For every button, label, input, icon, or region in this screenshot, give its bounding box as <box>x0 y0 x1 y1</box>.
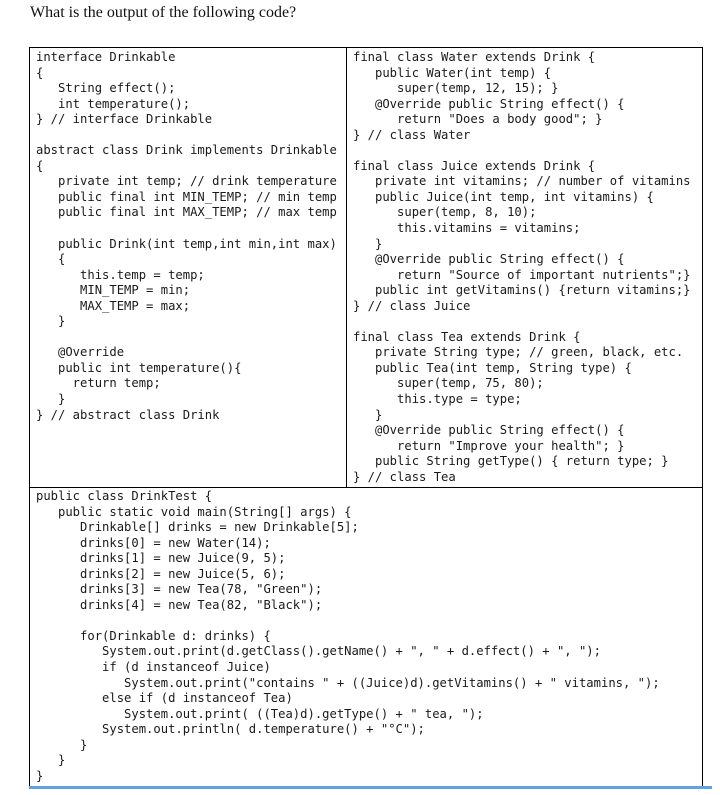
code-line: } <box>36 737 88 752</box>
code-line: interface Drinkable <box>36 50 176 64</box>
code-line: @Override public String effect() { <box>353 96 625 111</box>
code-line: public int temperature(){ <box>36 360 242 375</box>
code-line <box>36 128 337 144</box>
code-line: this.type = type; <box>353 392 522 407</box>
code-line: return temp; <box>36 376 161 391</box>
code-line: MIN_TEMP = min; <box>36 283 191 298</box>
code-line: MAX_TEMP = max; <box>36 298 191 313</box>
code-line: } // class Juice <box>353 298 471 313</box>
code-line: } <box>36 392 66 407</box>
code-line <box>36 221 337 237</box>
code-line: return "Improve your health"; } <box>353 438 625 453</box>
code-line: public static void main(String[] args) { <box>36 504 352 519</box>
code-line: { <box>36 252 66 267</box>
code-line: final class Tea extends Drink { <box>353 329 581 344</box>
code-line: else if (d instanceof Tea) <box>36 691 293 706</box>
code-line: private int vitamins; // number of vitamins <box>353 174 691 189</box>
code-line: abstract class Drink implements Drinkable <box>36 143 337 158</box>
code-line: drinks[4] = new Tea(82, "Black"); <box>36 597 323 612</box>
code-line: for(Drinkable d: drinks) { <box>36 628 271 643</box>
code-line: { <box>36 158 44 173</box>
code-line: super(temp, 12, 15); } <box>353 81 559 96</box>
code-line: System.out.println( d.temperature() + "°C"); <box>36 722 425 737</box>
code-line: super(temp, 75, 80); <box>353 376 544 391</box>
code-line: public int getVitamins() {return vitamins;} <box>353 283 691 298</box>
code-block-drink-test <box>36 489 660 784</box>
question-prompt: What is the output of the following code? <box>30 4 297 21</box>
code-line: private int temp; // drink temperature <box>36 174 337 189</box>
code-line: public Tea(int temp, String type) { <box>353 360 632 375</box>
code-line: final class Juice extends Drink { <box>353 158 596 173</box>
code-line: } // interface Drinkable <box>36 112 213 127</box>
code-line: } // class Tea <box>353 469 456 484</box>
code-line: super(temp, 8, 10); <box>353 205 537 220</box>
code-line: public Drink(int temp,int min,int max) <box>36 236 337 251</box>
code-table <box>29 47 703 787</box>
code-line: final class Water extends Drink { <box>353 50 596 64</box>
code-line: } // abstract class Drink <box>36 407 220 422</box>
code-cell-drink-test <box>30 487 702 786</box>
code-cell-drinkable-drink <box>30 48 347 487</box>
code-line: String effect(); <box>36 81 176 96</box>
code-line: drinks[2] = new Juice(5, 6); <box>36 566 286 581</box>
code-line: return "Source of important nutrients";} <box>353 267 691 282</box>
code-line <box>353 143 691 159</box>
code-line: System.out.print( ((Tea)d).getType() + " tea, "); <box>36 706 484 721</box>
code-line: } <box>36 753 66 768</box>
code-line: @Override <box>36 345 125 360</box>
code-line: Drinkable[] drinks = new Drinkable[5]; <box>36 520 359 535</box>
code-line: return "Does a body good"; } <box>353 112 603 127</box>
code-line <box>353 314 691 330</box>
code-line: public Juice(int temp, int vitamins) { <box>353 189 654 204</box>
code-line: drinks[3] = new Tea(78, "Green"); <box>36 582 323 597</box>
code-line <box>36 613 660 629</box>
code-line <box>36 330 337 346</box>
code-line: } <box>36 768 44 783</box>
code-cell-subclasses <box>347 48 702 487</box>
code-line: public final int MIN_TEMP; // min temp <box>36 189 337 204</box>
code-line: this.vitamins = vitamins; <box>353 221 581 236</box>
code-line: } <box>36 314 66 329</box>
code-line: drinks[1] = new Juice(9, 5); <box>36 551 286 566</box>
code-block-drinkable-drink <box>36 50 337 423</box>
code-line: public final int MAX_TEMP; // max temp <box>36 205 337 220</box>
code-line: } <box>353 407 383 422</box>
code-line: { <box>36 65 44 80</box>
code-line: } // class Water <box>353 127 471 142</box>
code-line: this.temp = temp; <box>36 267 205 282</box>
code-line: @Override public String effect() { <box>353 252 625 267</box>
code-line: public Water(int temp) { <box>353 65 552 80</box>
code-line: @Override public String effect() { <box>353 423 625 438</box>
code-line: drinks[0] = new Water(14); <box>36 535 271 550</box>
code-line: private String type; // green, black, etc. <box>353 345 684 360</box>
code-line: System.out.print(d.getClass().getName() + ", " + d.effect() + ", "); <box>36 644 601 659</box>
code-line: public class DrinkTest { <box>36 489 213 503</box>
code-block-subclasses <box>353 50 691 485</box>
code-line: if (d instanceof Juice) <box>36 660 271 675</box>
code-line: System.out.print("contains " + ((Juice)d).getVitamins() + " vitamins, "); <box>36 675 660 690</box>
code-line: public String getType() { return type; } <box>353 454 669 469</box>
bottom-divider <box>29 786 712 789</box>
code-line: int temperature(); <box>36 96 191 111</box>
code-line: } <box>353 236 383 251</box>
